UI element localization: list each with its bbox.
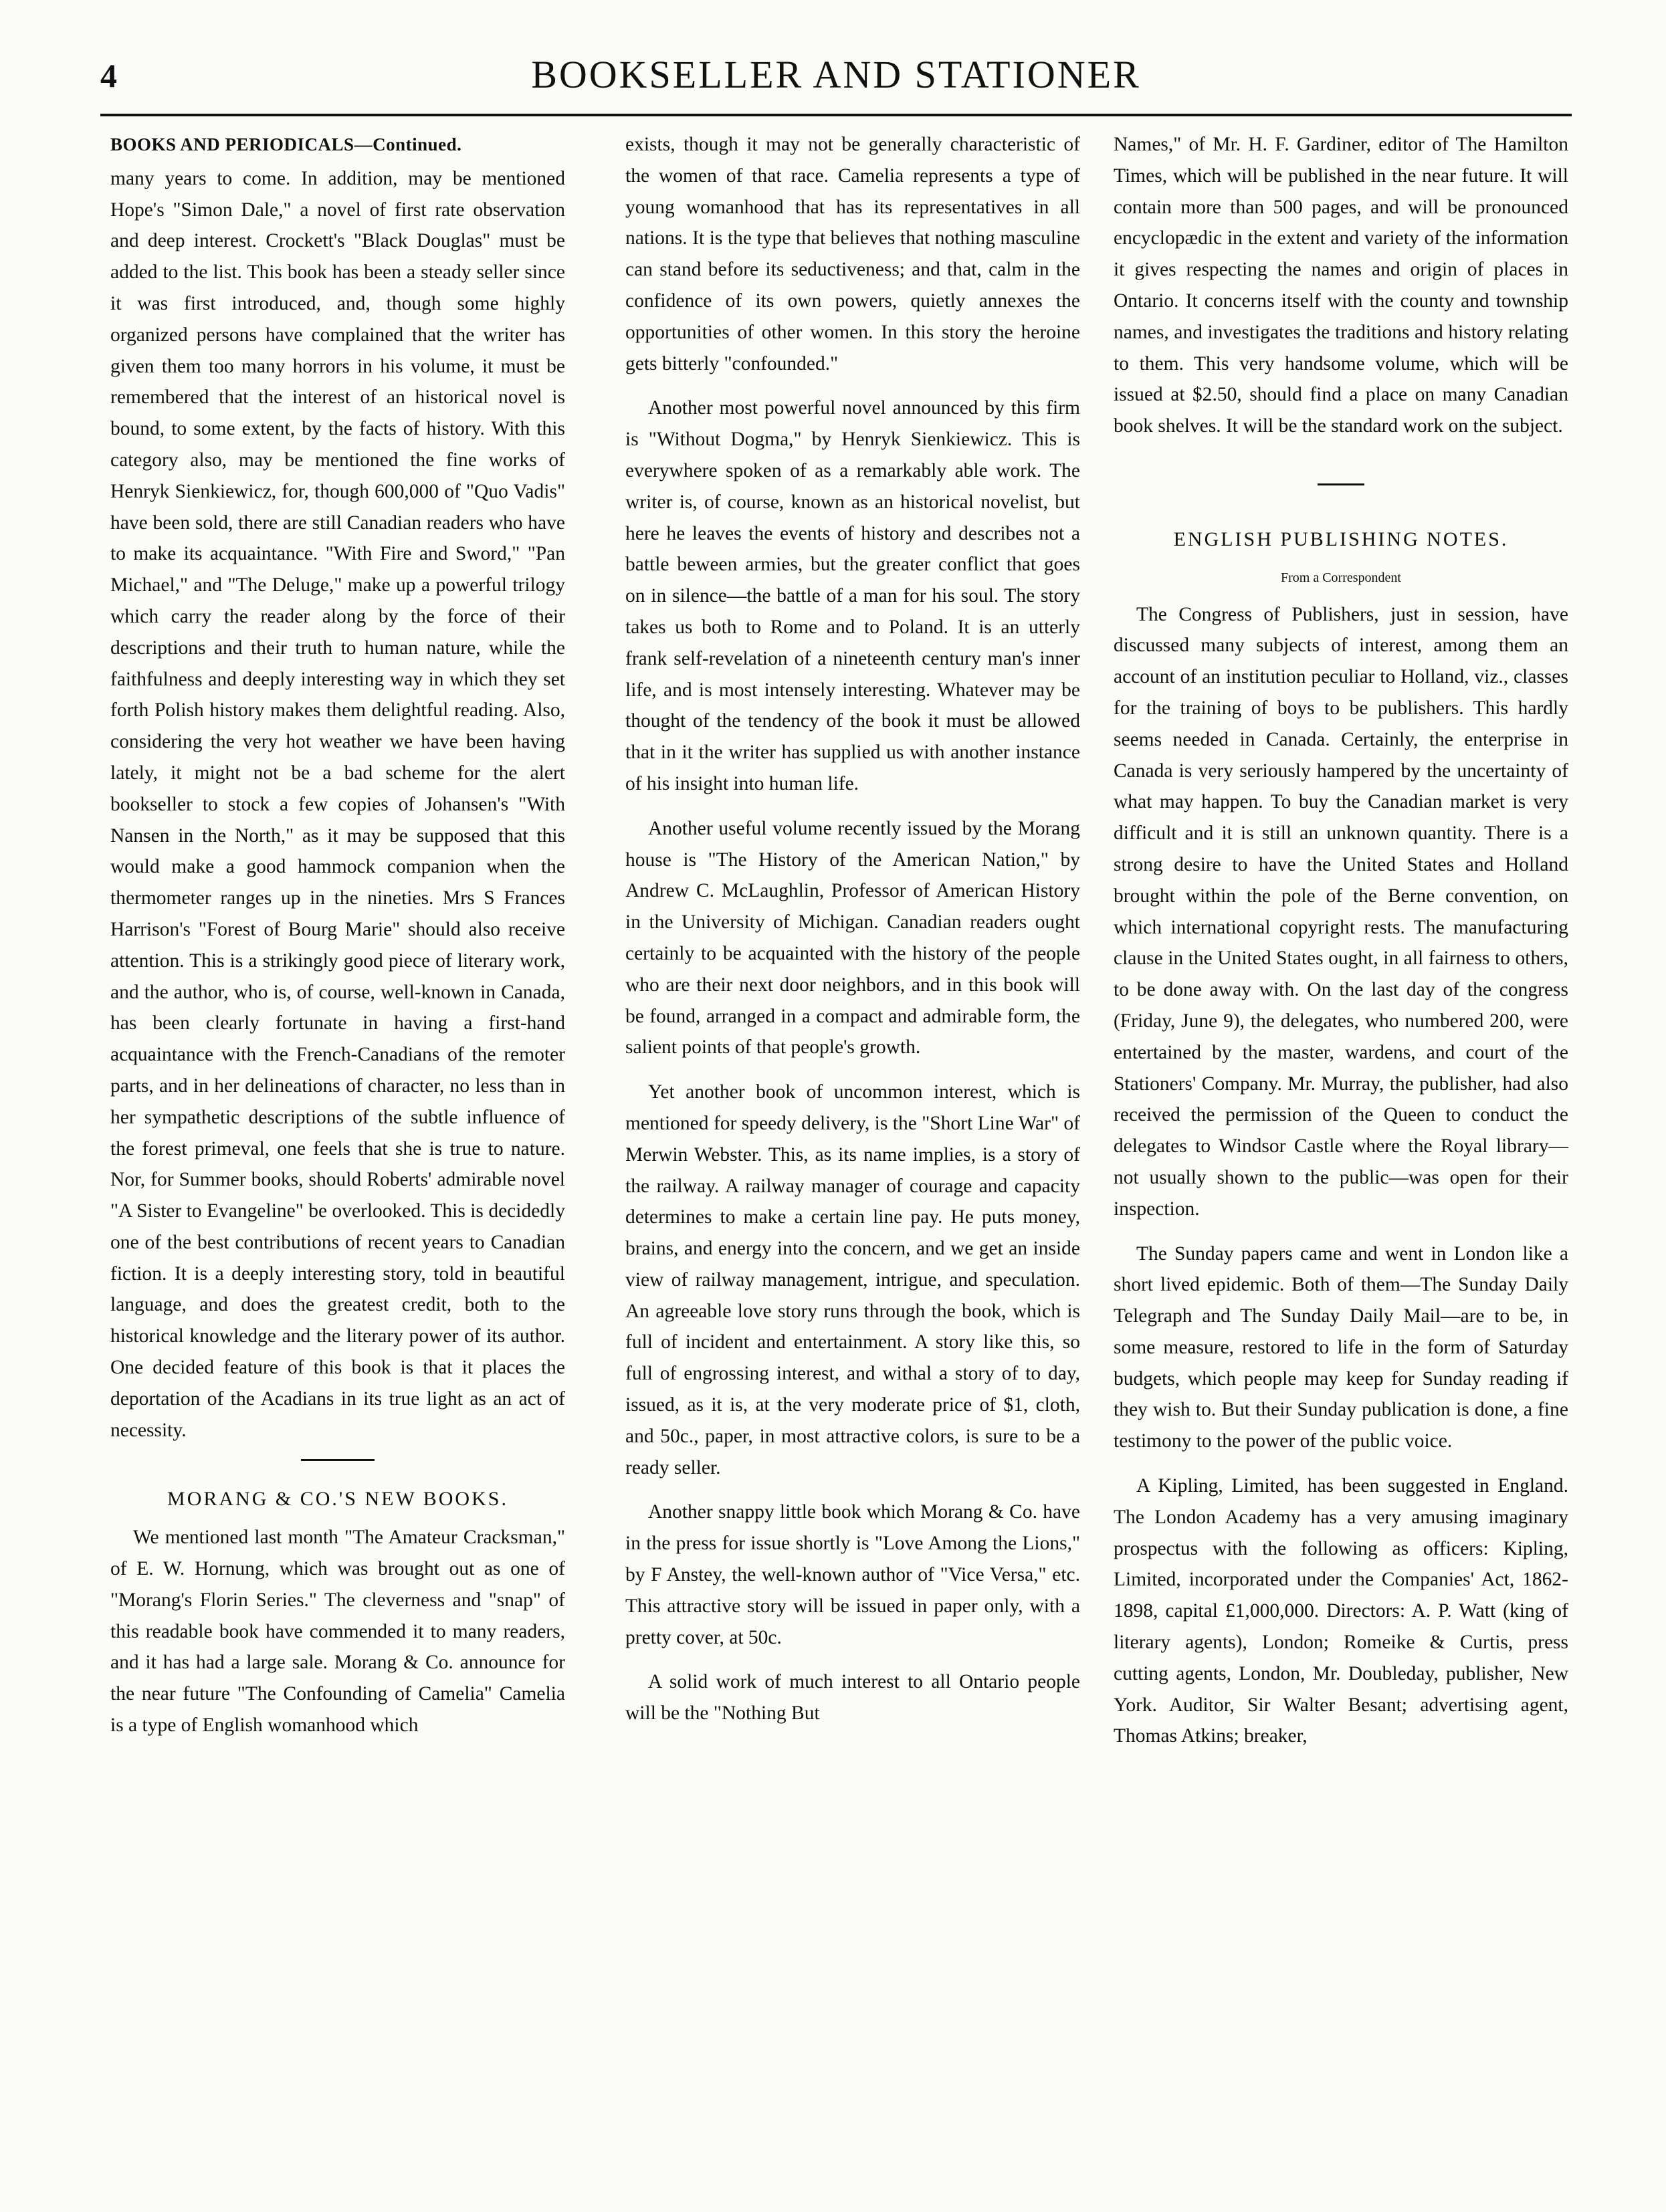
section-divider	[301, 1459, 375, 1461]
article-paragraph: Another useful volume recently issued by the Morang house is "The History of the American Nation," by Andrew C. McLaughlin, Professor of American History in the University of Michigan. Canadian readers ought certainly to be acquainted with the history of the people who are their next door neighbors, and in this book will be found, arranged in a compact and admirable form, the salient points of that people's growth.	[625, 817, 1080, 1059]
byline: From a Correspondent	[1281, 570, 1401, 585]
article-paragraph: We mentioned last month "The Amateur Cracksman," of E. W. Hornung, which was brought out as one of "Morang's Florin Series." The cleverness and "snap" of this readable book have commended it to many readers, and it has had a large sale. Morang & Co. announce for the near future "The Confounding of Camelia" Camelia is a type of English womanhood which	[110, 1527, 565, 1737]
page-number: 4	[100, 57, 117, 94]
article-paragraph: A Kipling, Limited, has been suggested in England. The London Academy has a very amusing imaginary prospectus with the following as officers: Kipling, Limited, incorporated under the Companies' Act, 1862-1898, capital £1,000,000. Directors: A. P. Watt (king of literary agents), London; Romeike & Curtis, press cutting agents, London, Mr. Doubleday, publisher, New York. Auditor, Sir Walter Besant; advertising agent, Thomas Atkins; breaker,	[1114, 1475, 1568, 1747]
article-paragraph: Another most powerful novel announced by this firm is "Without Dogma," by Henryk Sienkiewicz. This is everywhere spoken of as a remarkably able work. The writer is, of course, known as an historical novelist, but here he leaves the events of history and describes not a battle beween armies, but the greater conflict that goes on in silence—the battle of a man for his soul. The story takes us both to Rome and to Poland. It is an utterly frank self-revelation of a nineteenth century man's inner life, and is most intensely interesting. Whatever may be thought of the tendency of the book it must be allowed that in it the writer has supplied us with another instance of his insight into human life.	[625, 397, 1080, 794]
article-paragraph: many years to come. In addition, may be mentioned Hope's "Simon Dale," a novel of first rate observation and deep interest. Crockett's "Black Douglas" must be added to the list. This book has been a steady seller since it was first introduced, and, though some highly organized persons have complained that the writer has given them too many horrors in his volume, it must be remembered that the interest of an historical novel is bound, to some extent, by the facts of history. With this category also, may be mentioned the fine works of Henryk Sienkiewicz, for, though 600,000 of "Quo Vadis" have been sold, there are still Canadian readers who have to make its acquaintance. "With Fire and Sword," "Pan Michael," and "The Deluge," make up a powerful trilogy which carry the reader along by the force of their descriptions and their truth to human nature, while the faithfulness and deeply interesting way in which they set forth Polish history makes them delightful reading. Also, considering the very hot weather we have been having lately, it might not be a bad scheme for the alert bookseller to stock a few copies of Johansen's "With Nansen in the North," as it may be supposed that this would make a good hammock companion when the thermometer ranges up in the nineties. Mrs S Frances Harrison's "Forest of Bourg Marie" should also receive attention. This is a strikingly good piece of literary work, and the author, who is, of course, well-known in Canada, has been clearly fortunate in having a first-hand acquaintance with the French-Canadians of the remoter parts, and in her delineations of character, no less than in her sympathetic descriptions of the subtle influence of the forest primeval, one feels that she is true to nature. Nor, for Summer books, should Roberts' admirable novel "A Sister to Evangeline" be overlooked. This is decidedly one of the best contributions of recent years to Canadian fiction. It is a deeply interesting story, told in beautiful language, and does the greatest credit, both to the historical knowledge and the literary power of its author. One decided feature of this book is that it places the deportation of the Acadians in its true light as an act of necessity.	[110, 167, 565, 1441]
running-title: BOOKSELLER AND STATIONER	[531, 53, 1141, 96]
header-rule	[100, 114, 1572, 116]
column-2	[625, 129, 1080, 1743]
article-paragraph: The Sunday papers came and went in London like a short lived epidemic. Both of them—The Sunday Daily Telegraph and The Sunday Daily Mail—are to be, in some measure, restored to life in the form of Saturday budgets, which people may keep for Sunday reading if they wish to. But their Sunday publication is done, a fine testimony to the power of the public voice.	[1114, 1242, 1568, 1452]
page-header	[100, 52, 1572, 112]
section-head-books-periodicals: BOOKS AND PERIODICALS—Continued.	[110, 134, 462, 154]
section-divider	[1318, 483, 1364, 485]
article-paragraph: The Congress of Publishers, just in session, have discussed many subjects of interest, among them an account of an institution peculiar to Holland, viz., classes for the training of boys to be publishers. This hardly seems needed in Canada. Certainly, the enterprise in Canada is very seriously hampered by the uncertainty of what may happen. To buy the Canadian market is very difficult and it is still an unknown quantity. There is a strong desire to have the United States and Holland brought within the pole of the Berne convention, on which international copyright rests. The manufacturing clause in the United States ought, in all fairness to others, to be done away with. On the last day of the congress (Friday, June 9), the delegates, who numbered 200, were entertained by the master, wardens, and court of the Stationers' Company. Mr. Murray, the publisher, had also received the permission of the Queen to conduct the delegates to Windsor Castle where the Royal library—not usually shown to the public—was open for their inspection.	[1114, 603, 1568, 1220]
section-title-english-publishing: ENGLISH PUBLISHING NOTES.	[1173, 528, 1509, 550]
article-paragraph: Another snappy little book which Morang & Co. have in the press for issue shortly is "Love Among the Lions," by F Anstey, the well-known author of "Vice Versa," etc. This attractive story will be issued in paper only, with a pretty cover, at 50c.	[625, 1501, 1080, 1648]
article-paragraph: A solid work of much interest to all Ontario people will be the "Nothing But	[625, 1671, 1080, 1725]
article-paragraph: Yet another book of uncommon interest, which is mentioned for speedy delivery, is the "Short Line War" of Merwin Webster. This, as its name implies, is a story of the railway. A railway manager of courage and capacity determines to make a certain line pay. He puts money, brains, and energy into the concern, and we get an inside view of railway management, intrigue, and speculation. An agreeable love story runs through the book, which is full of incident and entertainment. A story like this, so full of engrossing interest, and withal a story of to day, issued, as it is, at the very moderate price of $1, cloth, and 50c., paper, in most attractive colors, is sure to be a ready seller.	[625, 1081, 1080, 1478]
column-1	[110, 129, 565, 1755]
section-title-morang: MORANG & CO.'S NEW BOOKS.	[167, 1488, 508, 1511]
article-paragraph: exists, though it may not be generally characteristic of the women of that race. Camelia represents a type of young womanhood that has its representatives in all nations. It is the type that believes that nothing masculine can stand before its seductiveness; and that, calm in the confidence of its own powers, quietly annexes the opportunities of other women. In this story the heroine gets bitterly "confounded."	[625, 134, 1080, 374]
article-paragraph: Names," of Mr. H. F. Gardiner, editor of The Hamilton Times, which will be published in the near future. It will contain more than 500 pages, and will be pronounced encyclopædic in the extent and variety of the information it gives respecting the names and origin of places in Ontario. It concerns itself with the county and township names, and investigates the traditions and history relating to them. This very handsome volume, which will be issued at $2.50, should find a place on many Canadian book shelves. It will be the standard work on the subject.	[1114, 134, 1568, 437]
column-3	[1114, 129, 1568, 1765]
